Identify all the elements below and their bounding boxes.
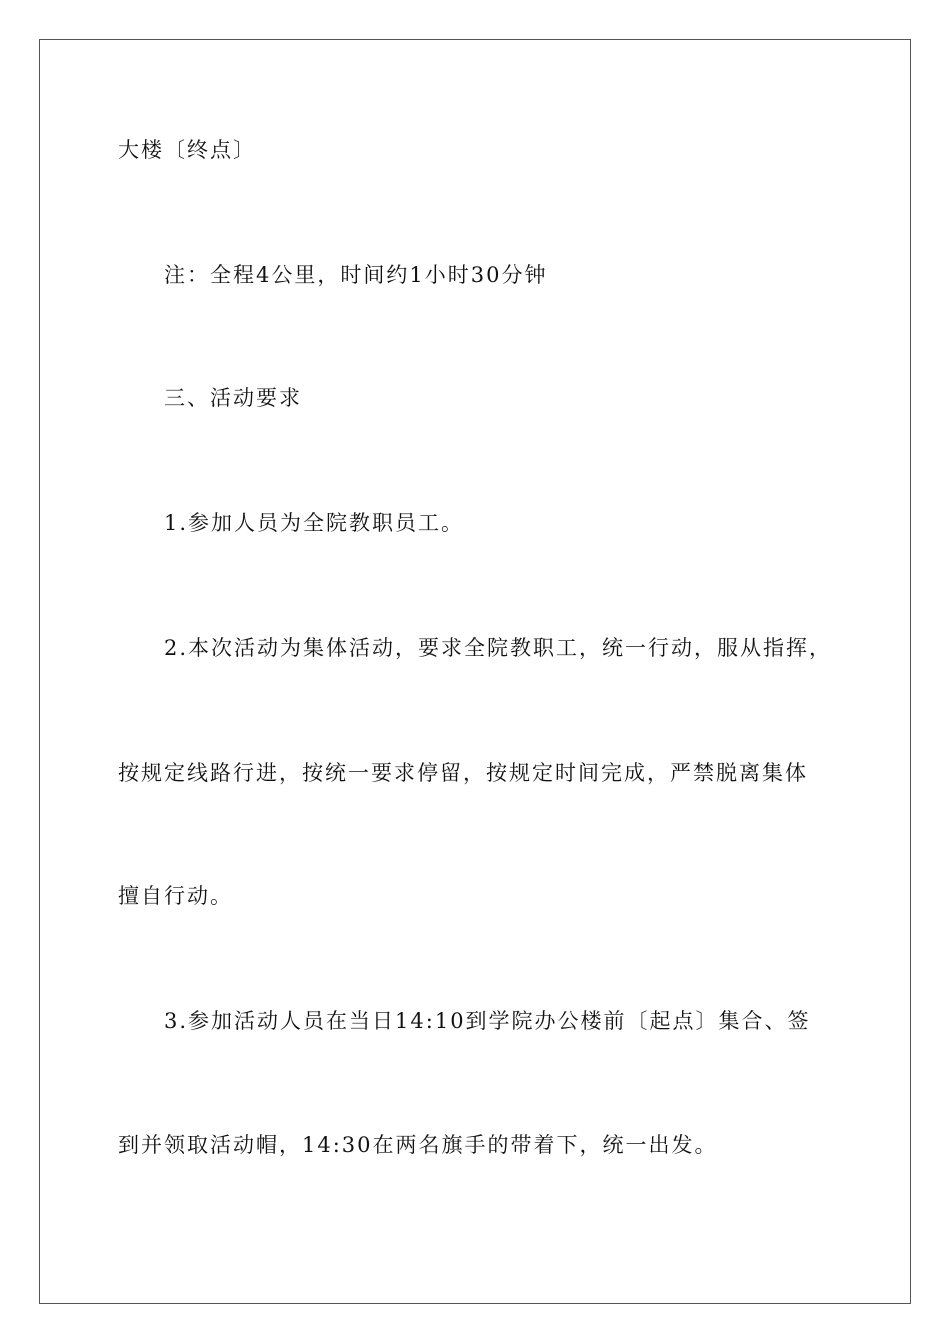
text-line-item-3: 3.参加活动人员在当日14:10到学院办公楼前〔起点〕集合、签 (164, 1009, 811, 1033)
text-line-item-3-cont: 到并领取活动帽，14:30在两名旗手的带着下，统一出发。 (118, 1133, 718, 1157)
text-line-endpoint: 大楼〔终点〕 (118, 138, 256, 162)
text-line-item-1: 1.参加人员为全院教职员工。 (164, 511, 465, 535)
text-line-note: 注：全程4公里，时间约1小时30分钟 (164, 263, 548, 287)
section-heading: 三、活动要求 (164, 386, 302, 410)
text-line-item-2-cont-2: 擅自行动。 (118, 884, 233, 908)
text-line-item-2-cont-1: 按规定线路行进，按统一要求停留，按规定时间完成，严禁脱离集体 (118, 761, 808, 785)
page-frame (39, 39, 911, 1304)
text-line-item-2: 2.本次活动为集体活动，要求全院教职工，统一行动，服从指挥， (164, 636, 833, 660)
